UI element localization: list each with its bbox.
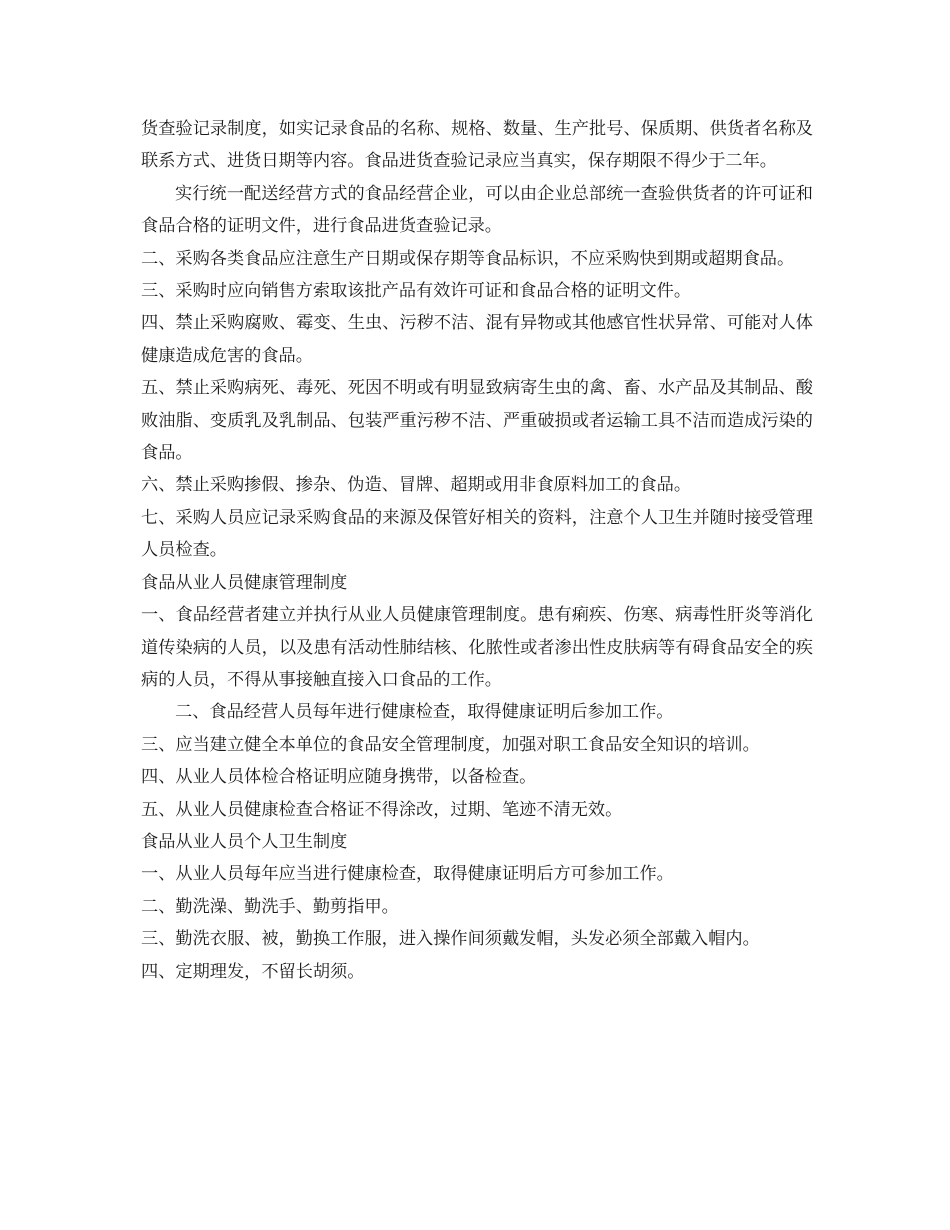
paragraph-purchase-record: 货查验记录制度，如实记录食品的名称、规格、数量、生产批号、保质期、供货者名称及联系方式、进货日期等内容。食品进货查验记录应当真实，保存期限不得少于二年。 (141, 119, 813, 172)
paragraph-rule-7: 七、采购人员应记录采购食品的来源及保管好相关的资料，注意个人卫生并随时接受管理人员检查。 (141, 507, 813, 561)
paragraph-unified-distribution: 实行统一配送经营方式的食品经营企业，可以由企业总部统一查验供货者的许可证和食品合格的证明文件，进行食品进货查验记录。 (141, 183, 813, 237)
paragraph-rule-4: 四、禁止采购腐败、霉变、生虫、污秽不洁、混有异物或其他感官性状异常、可能对人体健康造成危害的食品。 (141, 313, 813, 366)
section-heading-health-management: 食品从业人员健康管理制度 (141, 572, 348, 593)
paragraph-hygiene-rule-1: 一、从业人员每年应当进行健康检查，取得健康证明后方可参加工作。 (141, 864, 674, 885)
paragraph-rule-5: 五、禁止采购病死、毒死、死因不明或有明显致病寄生虫的禽、畜、水产品及其制品、酸败油脂、变质乳及乳制品、包装严重污秽不洁、严重破损或者运输工具不洁而造成污染的食品。 (141, 378, 813, 464)
paragraph-hygiene-rule-4: 四、定期理发，不留长胡须。 (141, 961, 365, 982)
section-heading-personal-hygiene: 食品从业人员个人卫生制度 (141, 831, 348, 852)
paragraph-hygiene-rule-2: 二、勤洗澡、勤洗手、勤剪指甲。 (141, 896, 399, 917)
paragraph-rule-2: 二、采购各类食品应注意生产日期或保存期等食品标识，不应采购快到期或超期食品。 (141, 248, 795, 269)
paragraph-health-rule-5: 五、从业人员健康检查合格证不得涂改，过期、笔迹不清无效。 (141, 799, 623, 820)
paragraph-rule-6: 六、禁止采购掺假、掺杂、伪造、冒牌、超期或用非食原料加工的食品。 (141, 475, 692, 496)
paragraph-hygiene-rule-3: 三、勤洗衣服、被，勤换工作服，进入操作间须戴发帽，头发必须全部戴入帽内。 (141, 929, 760, 950)
paragraph-health-rule-1: 一、食品经营者建立并执行从业人员健康管理制度。患有痢疾、伤寒、病毒性肝炎等消化道传染病的人员，以及患有活动性肺结核、化脓性或者渗出性皮肤病等有碍食品安全的疾病的人员，不得从事接触直接入口食品的工作。 (141, 605, 813, 690)
paragraph-rule-3: 三、采购时应向销售方索取该批产品有效许可证和食品合格的证明文件。 (141, 281, 692, 302)
paragraph-health-rule-3: 三、应当建立健全本单位的食品安全管理制度，加强对职工食品安全知识的培训。 (141, 734, 760, 755)
document-page (141, 113, 813, 988)
paragraph-health-rule-2: 二、食品经营人员每年进行健康检查，取得健康证明后参加工作。 (175, 702, 674, 723)
paragraph-health-rule-4: 四、从业人员体检合格证明应随身携带，以备检查。 (141, 767, 537, 788)
